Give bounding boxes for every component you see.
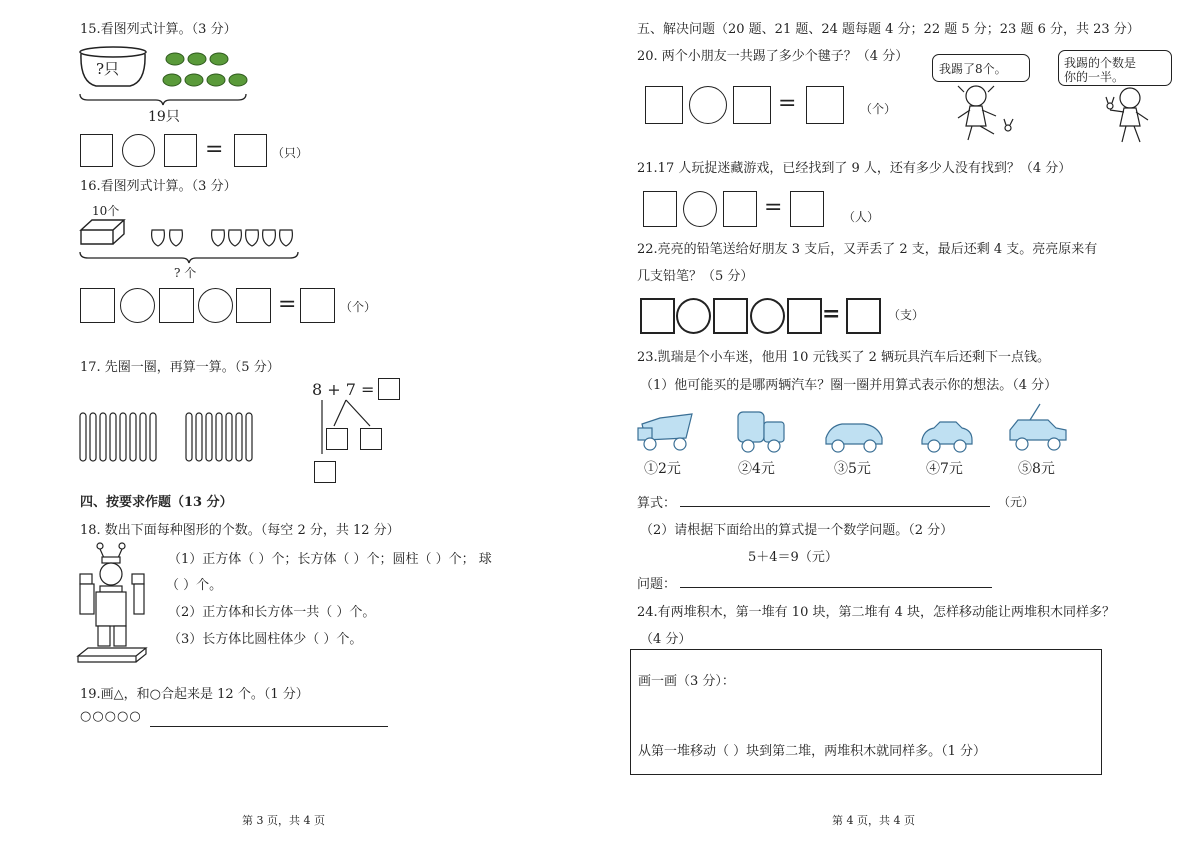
sticks-illustration: [78, 412, 263, 464]
operator-circle[interactable]: [676, 298, 711, 334]
q18-title: 18. 数出下面每种图形的个数。（每空 2 分，共 12 分）: [80, 523, 400, 538]
pot-label: ?只: [96, 60, 120, 78]
answer-box[interactable]: [378, 378, 400, 400]
q17-equation: 8 + 7 =: [312, 380, 375, 399]
page-footer-right: 第 4 页，共 4 页: [832, 814, 915, 827]
page-footer-left: 第 3 页，共 4 页: [242, 814, 325, 827]
answer-box[interactable]: [787, 298, 822, 334]
answer-box[interactable]: [360, 428, 382, 450]
car-5-icon[interactable]: [1008, 402, 1070, 454]
answer-box[interactable]: [234, 134, 267, 167]
boy-kicking-illustration: [1100, 84, 1160, 146]
car-4-icon[interactable]: [920, 420, 974, 454]
q19-answer-line[interactable]: [150, 726, 388, 727]
car-1-icon[interactable]: [636, 404, 698, 454]
operator-circle[interactable]: [122, 134, 155, 167]
bubble-1-text: 我踢了8个。: [939, 62, 1007, 76]
car-3-icon[interactable]: [824, 416, 884, 454]
answer-box[interactable]: [723, 191, 757, 227]
answer-box[interactable]: [159, 288, 194, 323]
q23-sub1: （1）他可能买的是哪两辆汽车？圈一圈并用算式表示你的想法。（4 分）: [640, 378, 1058, 393]
operator-circle[interactable]: [120, 288, 155, 323]
q17-title: 17. 先圈一圈，再算一算。（5 分）: [80, 360, 280, 375]
turtles-illustration: [160, 50, 250, 92]
operator-circle[interactable]: [750, 298, 785, 334]
q18-line1b: （ ）个。: [166, 578, 223, 593]
given-formula: 5＋4＝9（元）: [748, 550, 838, 565]
equals-sign: =: [278, 292, 297, 317]
q18-line3: （3）长方体比圆柱体少（ ）个。: [168, 632, 363, 647]
formula-answer-line[interactable]: [680, 506, 990, 507]
total-label-19: 19只: [148, 109, 180, 125]
brace-19: [78, 92, 248, 106]
answer-box[interactable]: [300, 288, 335, 323]
answer-box[interactable]: [643, 191, 677, 227]
equals-sign: =: [205, 137, 224, 162]
q19-title: 19.画△，和○合起来是 12 个。（1 分）: [80, 687, 309, 702]
answer-box[interactable]: [80, 288, 115, 323]
q24-draw-label: 画一画（3 分）：: [638, 674, 735, 689]
answer-box[interactable]: [806, 86, 844, 124]
car-1-price: ①2元: [644, 461, 681, 477]
car-3-price: ③5元: [834, 461, 871, 477]
question-label: 问题：: [637, 577, 677, 592]
equals-sign: =: [764, 195, 783, 220]
q22-title-a: 22.亮亮的铅笔送给好朋友 3 支后，又弄丢了 2 支，最后还剩 4 支。亮亮原来有: [637, 242, 1098, 257]
unit-label: （支）: [888, 308, 925, 322]
answer-box[interactable]: [314, 461, 336, 483]
answer-box[interactable]: [645, 86, 683, 124]
girl-kicking-illustration: [950, 82, 1020, 144]
car-2-icon[interactable]: [734, 404, 788, 454]
bubble-2-text-a: 我踢的个数是: [1064, 56, 1137, 70]
operator-circle[interactable]: [683, 191, 717, 227]
total-label-unknown: ? 个: [174, 266, 197, 280]
answer-box[interactable]: [713, 298, 748, 334]
unit-label: （个）: [340, 300, 377, 314]
question-answer-line[interactable]: [680, 587, 992, 588]
q21-title: 21.17 人玩捉迷藏游戏，已经找到了 9 人，还有多少人没有找到？（4 分）: [637, 161, 1072, 176]
car-5-price: ⑤8元: [1018, 461, 1055, 477]
formula-label: 算式：: [637, 496, 677, 511]
q16-title: 16.看图列式计算。（3 分）: [80, 179, 237, 194]
car-2-price: ②4元: [738, 461, 775, 477]
answer-box[interactable]: [733, 86, 771, 124]
q24-title-a: 24.有两堆积木，第一堆有 10 块，第二堆有 4 块，怎样移动能让两堆积木同样多？: [637, 605, 1116, 620]
section-4-title: 四、按要求作题（13 分）: [80, 495, 233, 510]
operator-circle[interactable]: [198, 288, 233, 323]
answer-box[interactable]: [640, 298, 675, 334]
operator-circle[interactable]: [689, 86, 727, 124]
unit-label: （个）: [860, 102, 897, 116]
bubble-2-text-b: 你的一半。: [1064, 70, 1125, 84]
unit-label: （人）: [843, 210, 880, 224]
answer-box[interactable]: [164, 134, 197, 167]
robot-illustration: [76, 540, 152, 666]
q23-sub2: （2）请根据下面给出的算式提一个数学问题。（2 分）: [640, 523, 954, 538]
q20-title: 20. 两个小朋友一共踢了多少个毽子？（4 分）: [637, 49, 909, 64]
q18-line1: （1）正方体（ ）个；长方体（ ）个；圆柱（ ）个； 球: [168, 552, 492, 567]
strawberries-illustration: [148, 224, 298, 248]
unit-label: （只）: [272, 146, 309, 160]
answer-box[interactable]: [846, 298, 881, 334]
box-label: 10个: [92, 204, 120, 218]
brace-total: [78, 250, 300, 264]
answer-box[interactable]: [326, 428, 348, 450]
section-5-title: 五、解决问题（20 题、21 题、24 题每题 4 分；22 题 5 分；23 题 6 分，共 23 分）: [637, 22, 1140, 37]
q19-circles: ○○○○○: [80, 709, 142, 724]
q22-title-b: 几支铅笔？（5 分）: [637, 269, 754, 284]
equals-sign: =: [778, 91, 797, 116]
answer-box[interactable]: [236, 288, 271, 323]
strawberry-box-illustration: [80, 218, 126, 248]
car-4-price: ④7元: [926, 461, 963, 477]
equals-sign: =: [822, 301, 841, 327]
q23-title: 23.凯瑞是个小车迷，他用 10 元钱买了 2 辆玩具汽车后还剩下一点钱。: [637, 350, 1051, 365]
q15-title: 15.看图列式计算。（3 分）: [80, 22, 237, 37]
formula-unit: （元）: [998, 495, 1035, 509]
q18-line2: （2）正方体和长方体一共（ ）个。: [168, 605, 376, 620]
answer-box[interactable]: [80, 134, 113, 167]
answer-box[interactable]: [790, 191, 824, 227]
q24-move-line: 从第一堆移动（ ）块到第二堆，两堆积木就同样多。（1 分）: [638, 744, 987, 759]
q24-title-b: （4 分）: [640, 632, 692, 647]
